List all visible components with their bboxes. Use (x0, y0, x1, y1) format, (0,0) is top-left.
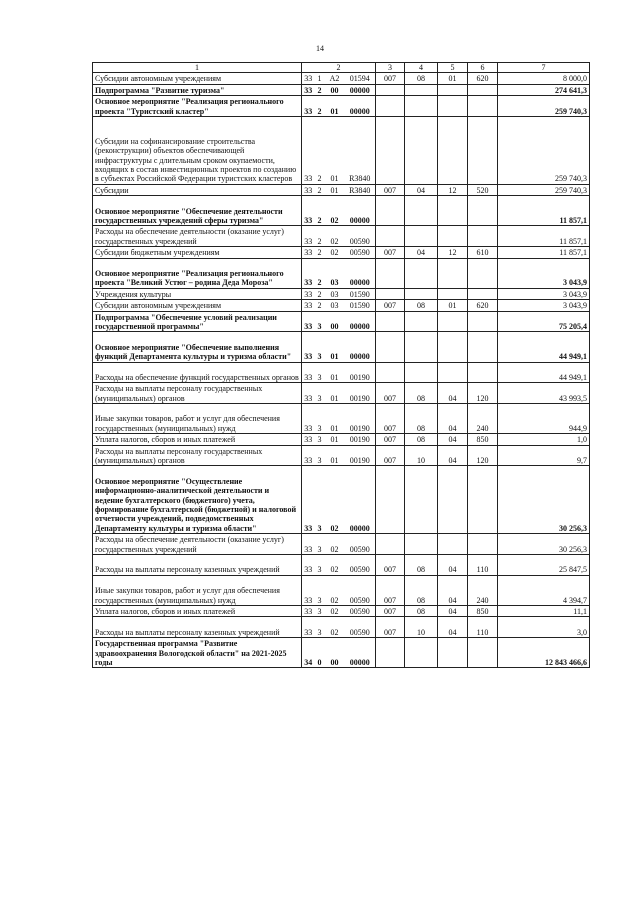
header-cell: 6 (468, 63, 498, 73)
amount-cell: 43 993,5 (498, 383, 590, 404)
row-name-cell: Расходы на обеспечение деятельности (оказание услуг) государственных учреждений (93, 226, 302, 247)
section-cell: 08 (405, 300, 438, 311)
amount-cell: 3,0 (498, 617, 590, 638)
section-cell (405, 196, 438, 226)
code-direction-cell: 00000 (345, 196, 376, 226)
code-program-cell: 33 (302, 332, 315, 362)
code-program-cell: 33 (302, 96, 315, 117)
subsection-cell: 04 (438, 434, 468, 445)
code-event-cell: 03 (325, 300, 345, 311)
code-direction-cell: 01590 (345, 300, 376, 311)
ministry-code-cell (376, 196, 405, 226)
ministry-code-cell: 007 (376, 73, 405, 84)
expense-type-cell: 240 (468, 404, 498, 434)
code-subprogram-cell: 0 (315, 638, 325, 668)
code-event-cell: 02 (325, 534, 345, 555)
ministry-code-cell: 007 (376, 575, 405, 605)
row-name-cell: Государственная программа "Развитие здравоохранения Вологодской области" на 2021-2025 годы (93, 638, 302, 668)
ministry-code-cell: 007 (376, 247, 405, 258)
subsection-cell: 04 (438, 383, 468, 404)
ministry-code-cell: 007 (376, 606, 405, 617)
code-subprogram-cell: 2 (315, 96, 325, 117)
code-subprogram-cell: 3 (315, 534, 325, 555)
expense-type-cell: 620 (468, 73, 498, 84)
amount-cell: 12 843 466,6 (498, 638, 590, 668)
subsection-cell (438, 311, 468, 332)
code-direction-cell: 00190 (345, 362, 376, 383)
expense-type-cell (468, 638, 498, 668)
section-cell (405, 638, 438, 668)
expense-type-cell: 850 (468, 434, 498, 445)
expense-type-cell (468, 84, 498, 95)
code-event-cell: 02 (325, 606, 345, 617)
code-direction-cell: 00000 (345, 311, 376, 332)
code-program-cell: 34 (302, 638, 315, 668)
code-event-cell: 02 (325, 575, 345, 605)
section-cell (405, 362, 438, 383)
table-row (93, 247, 590, 258)
code-subprogram-cell: 2 (315, 288, 325, 299)
table-row (93, 445, 590, 466)
section-cell: 04 (405, 184, 438, 195)
row-name-cell: Расходы на выплаты персоналу государственных (муниципальных) органов (93, 445, 302, 466)
code-subprogram-cell: 3 (315, 404, 325, 434)
expense-type-cell (468, 311, 498, 332)
code-subprogram-cell: 3 (315, 445, 325, 466)
row-name-cell: Подпрограмма "Обеспечение условий реализации государственной программы" (93, 311, 302, 332)
expense-type-cell: 110 (468, 617, 498, 638)
amount-cell: 3 043,9 (498, 300, 590, 311)
code-direction-cell: 00000 (345, 466, 376, 534)
code-event-cell: 00 (325, 311, 345, 332)
section-cell: 08 (405, 575, 438, 605)
code-direction-cell: 00000 (345, 96, 376, 117)
header-cell: 4 (405, 63, 438, 73)
code-subprogram-cell: 3 (315, 311, 325, 332)
subsection-cell: 04 (438, 445, 468, 466)
amount-cell: 11 857,1 (498, 196, 590, 226)
section-cell: 08 (405, 606, 438, 617)
code-subprogram-cell: 3 (315, 575, 325, 605)
ministry-code-cell (376, 638, 405, 668)
subsection-cell: 04 (438, 404, 468, 434)
code-subprogram-cell: 3 (315, 383, 325, 404)
table-row (93, 300, 590, 311)
amount-cell: 30 256,3 (498, 534, 590, 555)
row-name-cell: Расходы на выплаты персоналу казенных учреждений (93, 555, 302, 576)
table-row (93, 73, 590, 84)
subsection-cell: 04 (438, 575, 468, 605)
section-cell: 10 (405, 617, 438, 638)
code-program-cell: 33 (302, 466, 315, 534)
ministry-code-cell (376, 362, 405, 383)
expense-type-cell: 850 (468, 606, 498, 617)
header-cell: 7 (498, 63, 590, 73)
page-number: 14 (316, 44, 324, 53)
ministry-code-cell (376, 311, 405, 332)
amount-cell: 1,0 (498, 434, 590, 445)
code-event-cell: 01 (325, 404, 345, 434)
table-row (93, 184, 590, 195)
code-event-cell: 01 (325, 434, 345, 445)
expense-type-cell (468, 534, 498, 555)
subsection-cell (438, 638, 468, 668)
ministry-code-cell: 007 (376, 555, 405, 576)
ministry-code-cell (376, 84, 405, 95)
subsection-cell (438, 258, 468, 288)
code-subprogram-cell: 3 (315, 466, 325, 534)
code-program-cell: 33 (302, 434, 315, 445)
code-subprogram-cell: 3 (315, 362, 325, 383)
table-row (93, 617, 590, 638)
expense-type-cell (468, 196, 498, 226)
code-direction-cell: R3840 (345, 184, 376, 195)
row-name-cell: Субсидии автономным учреждениям (93, 300, 302, 311)
row-name-cell: Расходы на выплаты персоналу казенных учреждений (93, 617, 302, 638)
code-subprogram-cell: 3 (315, 332, 325, 362)
code-direction-cell: 00590 (345, 617, 376, 638)
code-program-cell: 33 (302, 300, 315, 311)
code-event-cell: 02 (325, 617, 345, 638)
ministry-code-cell: 007 (376, 617, 405, 638)
code-direction-cell: R3840 (345, 116, 376, 184)
row-name-cell: Уплата налогов, сборов и иных платежей (93, 606, 302, 617)
code-subprogram-cell: 2 (315, 247, 325, 258)
subsection-cell: 12 (438, 184, 468, 195)
expense-type-cell: 120 (468, 383, 498, 404)
code-program-cell: 33 (302, 362, 315, 383)
code-subprogram-cell: 2 (315, 84, 325, 95)
section-cell (405, 116, 438, 184)
code-program-cell: 33 (302, 445, 315, 466)
ministry-code-cell (376, 466, 405, 534)
expense-type-cell: 610 (468, 247, 498, 258)
code-program-cell: 33 (302, 258, 315, 288)
subsection-cell (438, 362, 468, 383)
expense-type-cell (468, 362, 498, 383)
code-program-cell: 33 (302, 196, 315, 226)
code-program-cell: 33 (302, 84, 315, 95)
code-direction-cell: 00190 (345, 445, 376, 466)
section-cell: 08 (405, 404, 438, 434)
table-row (93, 288, 590, 299)
code-program-cell: 33 (302, 575, 315, 605)
subsection-cell: 04 (438, 606, 468, 617)
code-program-cell: 33 (302, 606, 315, 617)
code-event-cell: 00 (325, 638, 345, 668)
table-row (93, 116, 590, 184)
code-event-cell: 00 (325, 84, 345, 95)
ministry-code-cell (376, 226, 405, 247)
header-cell: 2 (302, 63, 376, 73)
code-program-cell: 33 (302, 534, 315, 555)
amount-cell: 4 394,7 (498, 575, 590, 605)
code-direction-cell: 00590 (345, 226, 376, 247)
code-direction-cell: 00000 (345, 258, 376, 288)
code-direction-cell: 00000 (345, 332, 376, 362)
subsection-cell (438, 226, 468, 247)
section-cell: 08 (405, 383, 438, 404)
amount-cell: 44 949,1 (498, 332, 590, 362)
ministry-code-cell: 007 (376, 404, 405, 434)
code-event-cell: 03 (325, 288, 345, 299)
row-name-cell: Основное мероприятие "Реализация регионального проекта "Туристский кластер" (93, 96, 302, 117)
amount-cell: 3 043,9 (498, 258, 590, 288)
subsection-cell: 04 (438, 555, 468, 576)
subsection-cell (438, 196, 468, 226)
code-event-cell: 02 (325, 226, 345, 247)
code-event-cell: 03 (325, 258, 345, 288)
row-name-cell: Субсидии бюджетным учреждениям (93, 247, 302, 258)
ministry-code-cell: 007 (376, 434, 405, 445)
subsection-cell (438, 288, 468, 299)
code-event-cell: 02 (325, 466, 345, 534)
section-cell (405, 466, 438, 534)
row-name-cell: Уплата налогов, сборов и иных платежей (93, 434, 302, 445)
code-program-cell: 33 (302, 184, 315, 195)
code-event-cell: 02 (325, 247, 345, 258)
expense-type-cell (468, 96, 498, 117)
section-cell: 04 (405, 247, 438, 258)
row-name-cell: Основное мероприятие "Реализация регионального проекта "Великий Устюг – родина Деда Мороза" (93, 258, 302, 288)
amount-cell: 9,7 (498, 445, 590, 466)
code-subprogram-cell: 2 (315, 258, 325, 288)
table-row (93, 575, 590, 605)
code-program-cell: 33 (302, 116, 315, 184)
code-direction-cell: 00190 (345, 434, 376, 445)
code-subprogram-cell: 2 (315, 184, 325, 195)
code-event-cell: 02 (325, 555, 345, 576)
ministry-code-cell (376, 96, 405, 117)
code-direction-cell: 00000 (345, 638, 376, 668)
section-cell (405, 84, 438, 95)
code-event-cell: 01 (325, 445, 345, 466)
table-row (93, 96, 590, 117)
subsection-cell (438, 84, 468, 95)
expense-type-cell: 620 (468, 300, 498, 311)
code-subprogram-cell: 2 (315, 116, 325, 184)
code-event-cell: 01 (325, 383, 345, 404)
code-event-cell: 01 (325, 362, 345, 383)
subsection-cell: 04 (438, 617, 468, 638)
amount-cell: 11,1 (498, 606, 590, 617)
table-row (93, 404, 590, 434)
table-row (93, 258, 590, 288)
code-subprogram-cell: 3 (315, 617, 325, 638)
row-name-cell: Основное мероприятие "Осуществление информационно-аналитической деятельности и ведение бухгалтерского (бюджетного) учета, формирование бухгалтерской (бюджетной) и налоговой отчетности учреждений, подведомственных Департаменту культуры и туризма области" (93, 466, 302, 534)
table-row (93, 606, 590, 617)
expense-type-cell (468, 116, 498, 184)
row-name-cell: Иные закупки товаров, работ и услуг для обеспечения государственных (муниципальных) нужд (93, 404, 302, 434)
code-event-cell: 01 (325, 116, 345, 184)
table-row (93, 466, 590, 534)
row-name-cell: Расходы на выплаты персоналу государственных (муниципальных) органов (93, 383, 302, 404)
expense-type-cell (468, 466, 498, 534)
row-name-cell: Основное мероприятие "Обеспечение выполнения функций Департамента культуры и туризма области" (93, 332, 302, 362)
code-subprogram-cell: 3 (315, 606, 325, 617)
row-name-cell: Расходы на обеспечение деятельности (оказание услуг) государственных учреждений (93, 534, 302, 555)
expense-type-cell: 120 (468, 445, 498, 466)
code-subprogram-cell: 2 (315, 226, 325, 247)
ministry-code-cell (376, 534, 405, 555)
ministry-code-cell: 007 (376, 383, 405, 404)
header-cell: 5 (438, 63, 468, 73)
row-name-cell: Основное мероприятие "Обеспечение деятельности государственных учреждений сферы туризма" (93, 196, 302, 226)
header-cell: 1 (93, 63, 302, 73)
row-name-cell: Субсидии автономным учреждениям (93, 73, 302, 84)
code-program-cell: 33 (302, 73, 315, 84)
code-direction-cell: 01594 (345, 73, 376, 84)
table-row (93, 332, 590, 362)
row-name-cell: Иные закупки товаров, работ и услуг для обеспечения государственных (муниципальных) нужд (93, 575, 302, 605)
row-name-cell: Субсидии (93, 184, 302, 195)
code-direction-cell: 00590 (345, 534, 376, 555)
ministry-code-cell: 007 (376, 300, 405, 311)
amount-cell: 11 857,1 (498, 226, 590, 247)
amount-cell: 44 949,1 (498, 362, 590, 383)
amount-cell: 8 000,0 (498, 73, 590, 84)
table-row (93, 555, 590, 576)
code-event-cell: 01 (325, 184, 345, 195)
code-direction-cell: 00590 (345, 606, 376, 617)
table-row (93, 434, 590, 445)
code-direction-cell: 01590 (345, 288, 376, 299)
row-name-cell: Расходы на обеспечение функций государственных органов (93, 362, 302, 383)
subsection-cell (438, 466, 468, 534)
header-cell: 3 (376, 63, 405, 73)
section-cell (405, 534, 438, 555)
code-program-cell: 33 (302, 247, 315, 258)
budget-table (92, 62, 590, 668)
expense-type-cell (468, 226, 498, 247)
code-program-cell: 33 (302, 226, 315, 247)
amount-cell: 11 857,1 (498, 247, 590, 258)
code-subprogram-cell: 2 (315, 196, 325, 226)
subsection-cell (438, 534, 468, 555)
code-event-cell: 01 (325, 332, 345, 362)
code-program-cell: 33 (302, 617, 315, 638)
table-row (93, 638, 590, 668)
ministry-code-cell (376, 116, 405, 184)
row-name-cell: Подпрограмма "Развитие туризма" (93, 84, 302, 95)
ministry-code-cell (376, 288, 405, 299)
section-cell (405, 96, 438, 117)
code-program-cell: 33 (302, 288, 315, 299)
ministry-code-cell (376, 332, 405, 362)
code-event-cell: А2 (325, 73, 345, 84)
section-cell: 08 (405, 434, 438, 445)
expense-type-cell: 110 (468, 555, 498, 576)
section-cell (405, 311, 438, 332)
subsection-cell (438, 116, 468, 184)
section-cell (405, 226, 438, 247)
section-cell (405, 258, 438, 288)
table-row (93, 84, 590, 95)
expense-type-cell (468, 288, 498, 299)
table-row (93, 311, 590, 332)
subsection-cell: 01 (438, 73, 468, 84)
code-program-cell: 33 (302, 311, 315, 332)
code-direction-cell: 00000 (345, 84, 376, 95)
subsection-cell: 12 (438, 247, 468, 258)
amount-cell: 944,9 (498, 404, 590, 434)
ministry-code-cell: 007 (376, 184, 405, 195)
code-subprogram-cell: 2 (315, 300, 325, 311)
amount-cell: 75 205,4 (498, 311, 590, 332)
amount-cell: 259 740,3 (498, 96, 590, 117)
amount-cell: 274 641,3 (498, 84, 590, 95)
subsection-cell (438, 332, 468, 362)
expense-type-cell: 240 (468, 575, 498, 605)
amount-cell: 3 043,9 (498, 288, 590, 299)
ministry-code-cell (376, 258, 405, 288)
code-subprogram-cell: 3 (315, 555, 325, 576)
expense-type-cell (468, 258, 498, 288)
code-subprogram-cell: 1 (315, 73, 325, 84)
section-cell: 08 (405, 73, 438, 84)
row-name-cell: Субсидии на софинансирование строительства (реконструкции) объектов обеспечивающей инфраструктуры с длительным сроком окупаемости, входящих в состав инвестиционных проектов по созданию в субъектах Российской Федерации туристских кластеров (93, 116, 302, 184)
subsection-cell (438, 96, 468, 117)
code-program-cell: 33 (302, 555, 315, 576)
table-header-row (93, 63, 590, 73)
code-direction-cell: 00590 (345, 247, 376, 258)
code-direction-cell: 00190 (345, 383, 376, 404)
section-cell: 08 (405, 555, 438, 576)
section-cell: 10 (405, 445, 438, 466)
amount-cell: 259 740,3 (498, 116, 590, 184)
code-event-cell: 02 (325, 196, 345, 226)
subsection-cell: 01 (438, 300, 468, 311)
amount-cell: 25 847,5 (498, 555, 590, 576)
table-row (93, 534, 590, 555)
section-cell (405, 288, 438, 299)
table-row (93, 383, 590, 404)
amount-cell: 30 256,3 (498, 466, 590, 534)
code-program-cell: 33 (302, 404, 315, 434)
amount-cell: 259 740,3 (498, 184, 590, 195)
row-name-cell: Учреждения культуры (93, 288, 302, 299)
table-row (93, 196, 590, 226)
table-row (93, 226, 590, 247)
code-direction-cell: 00590 (345, 575, 376, 605)
code-subprogram-cell: 3 (315, 434, 325, 445)
code-program-cell: 33 (302, 383, 315, 404)
code-event-cell: 01 (325, 96, 345, 117)
section-cell (405, 332, 438, 362)
code-direction-cell: 00190 (345, 404, 376, 434)
code-direction-cell: 00590 (345, 555, 376, 576)
table-row (93, 362, 590, 383)
ministry-code-cell: 007 (376, 445, 405, 466)
expense-type-cell: 520 (468, 184, 498, 195)
expense-type-cell (468, 332, 498, 362)
